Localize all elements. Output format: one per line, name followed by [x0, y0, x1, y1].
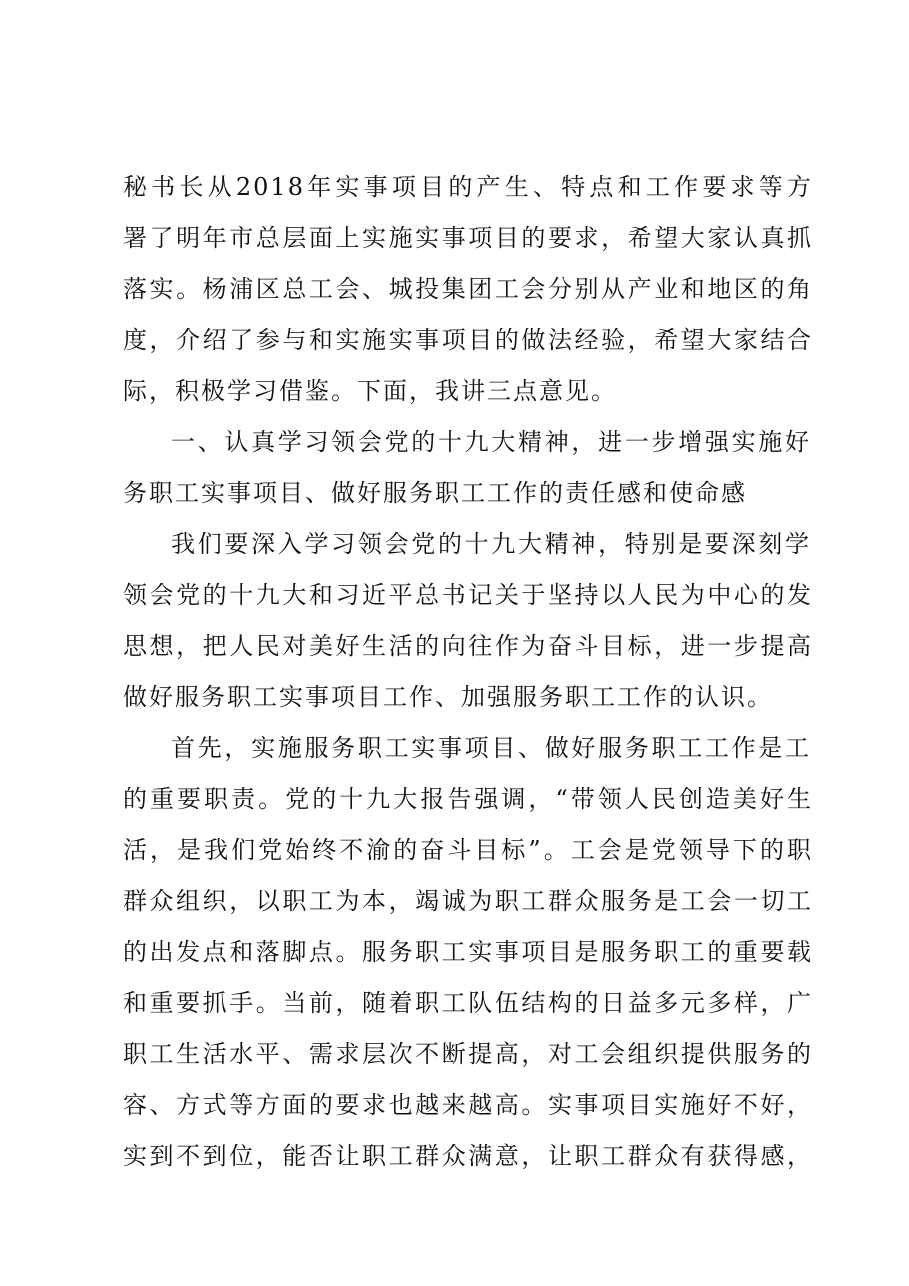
- paragraph-line: 署了明年市总层面上实施实事项目的要求，希望大家认真抓: [123, 224, 813, 252]
- paragraph-line: 职工生活水平、需求层次不断提高，对工会组织提供服务的: [123, 1040, 813, 1068]
- paragraph-line: 际，积极学习借鉴。下面，我讲三点意见。: [123, 377, 617, 405]
- paragraph-line: 思想，把人民对美好生活的向往作为奋斗目标，进一步提高: [123, 632, 813, 660]
- paragraph-line: 容、方式等方面的要求也越来越高。实事项目实施好不好，: [123, 1091, 813, 1119]
- paragraph-line: 实到不到位，能否让职工群众满意，让职工群众有获得感，: [123, 1142, 813, 1170]
- paragraph-line: 度，介绍了参与和实施实事项目的做法经验，希望大家结合: [123, 326, 813, 354]
- paragraph-line: 秘书长从2018年实事项目的产生、特点和工作要求等方: [123, 173, 813, 201]
- paragraph-line: 的出发点和落脚点。服务职工实事项目是服务职工的重要载: [123, 938, 813, 966]
- paragraph-line: 的重要职责。党的十九大报告强调，“带领人民创造美好生: [123, 785, 813, 813]
- paragraph-line: 我们要深入学习领会党的十九大精神，特别是要深刻学: [171, 530, 811, 558]
- paragraph-line: 领会党的十九大和习近平总书记关于坚持以人民为中心的发: [123, 581, 813, 609]
- paragraph-line: 首先，实施服务职工实事项目、做好服务职工工作是工: [171, 734, 811, 762]
- section-heading-line: 务职工实事项目、做好服务职工工作的责任感和使命感: [123, 479, 747, 507]
- paragraph-line: 和重要抓手。当前，随着职工队伍结构的日益多元多样，广: [123, 989, 813, 1017]
- paragraph-line: 做好服务职工实事项目工作、加强服务职工工作的认识。: [123, 683, 773, 711]
- paragraph-line: 活，是我们党始终不渝的奋斗目标”。工会是党领导下的职: [123, 836, 813, 864]
- section-heading-line: 一、认真学习领会党的十九大精神，进一步增强实施好: [171, 428, 811, 456]
- paragraph-line: 群众组织，以职工为本，竭诚为职工群众服务是工会一切工: [123, 887, 813, 915]
- paragraph-line: 落实。杨浦区总工会、城投集团工会分别从产业和地区的角: [123, 275, 813, 303]
